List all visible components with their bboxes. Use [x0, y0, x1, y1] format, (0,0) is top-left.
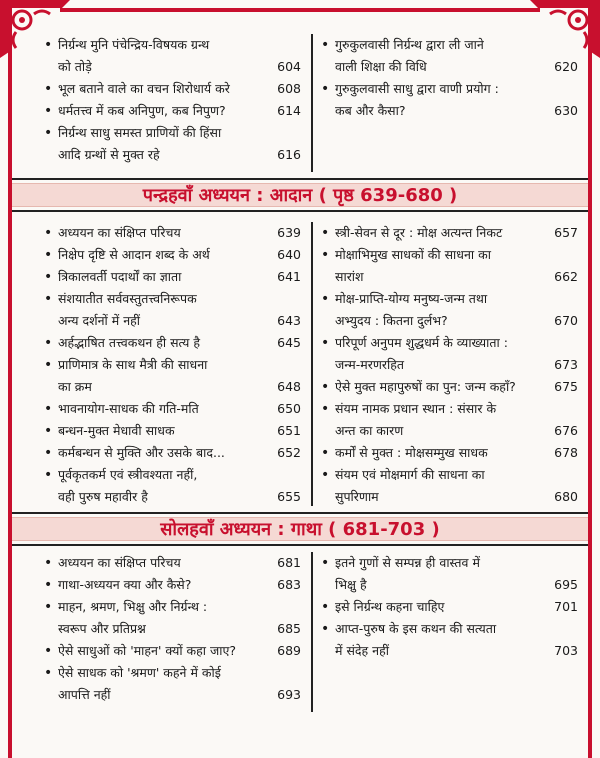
toc-entry-title	[58, 332, 267, 354]
toc-entry-title	[335, 596, 544, 618]
toc-entry-title	[335, 464, 544, 508]
toc-entry-title	[58, 78, 267, 100]
toc-entry-line: निर्ग्रन्थ साधु समस्त प्राणियों की हिंसा	[58, 125, 222, 140]
bullet-icon: •	[321, 247, 330, 263]
frame-right	[588, 40, 592, 758]
toc-entry-line: संशयातीत सर्ववस्तुतत्त्वनिरूपक	[58, 291, 197, 306]
toc-entry-title	[58, 222, 267, 244]
toc-entry	[44, 640, 301, 662]
toc-entry-line: पूर्वकृतकर्म एवं स्त्रीवश्यता नहीं,	[58, 467, 198, 482]
toc-entry	[44, 420, 301, 442]
toc-entry-page: 693	[277, 687, 301, 702]
toc-entry-page: 643	[277, 313, 301, 328]
toc-entry-page: 651	[277, 423, 301, 438]
toc-entry-page: 681	[277, 555, 301, 570]
bullet-icon: •	[44, 423, 53, 439]
bullet-icon: •	[44, 401, 53, 417]
bullet-icon: •	[321, 379, 330, 395]
toc-entry	[44, 266, 301, 288]
chapter-15-banner	[12, 178, 588, 212]
toc-entry-line: धर्मतत्त्व में कब अनिपुण, कब निपुण?	[58, 103, 226, 118]
toc-top-section	[12, 34, 588, 172]
toc-entry-line: प्राणिमात्र के साथ मैत्री की साधना	[58, 357, 208, 372]
toc-entry-page: 641	[277, 269, 301, 284]
toc-column-right	[311, 222, 588, 506]
bullet-icon: •	[44, 555, 53, 571]
toc-entry-line: गुरुकुलवासी निर्ग्रन्थ द्वारा ली जाने	[335, 37, 484, 52]
toc-entry-title	[335, 222, 544, 244]
toc-entry-line: परिपूर्ण अनुपम शुद्धधर्म के व्याख्याता :	[335, 335, 508, 350]
toc-entry	[44, 100, 301, 122]
toc-entry-title	[58, 100, 267, 122]
toc-entry-line: अन्त का कारण	[335, 423, 404, 438]
toc-entry-page: 678	[554, 445, 578, 460]
toc-entry-line: इसे निर्ग्रन्थ कहना चाहिए	[335, 599, 445, 614]
toc-entry	[44, 222, 301, 244]
toc-entry	[44, 122, 301, 166]
toc-entry-title	[335, 332, 544, 376]
bullet-icon: •	[44, 225, 53, 241]
toc-entry-title	[58, 640, 267, 662]
bullet-icon: •	[44, 445, 53, 461]
toc-entry-page: 673	[554, 357, 578, 372]
bullet-icon: •	[44, 291, 53, 307]
toc-entry-title	[58, 398, 267, 420]
bullet-icon: •	[44, 577, 53, 593]
toc-entry	[44, 662, 301, 706]
toc-entry	[321, 376, 578, 398]
bullet-icon: •	[44, 665, 53, 681]
toc-entry-line: आदि ग्रन्थों से मुक्त रहे	[58, 147, 160, 162]
bullet-icon: •	[321, 401, 330, 417]
toc-entry-line: आप्त-पुरुष के इस कथन की सत्यता	[335, 621, 497, 636]
toc-entry-line: का क्रम	[58, 379, 92, 394]
toc-entry-line: ऐसे साधुओं को 'माहन' क्यों कहा जाए?	[58, 643, 237, 658]
toc-entry-title	[58, 596, 267, 640]
toc-entry-page: 614	[277, 103, 301, 118]
toc-entry-page: 703	[554, 643, 578, 658]
toc-entry-page: 675	[554, 379, 578, 394]
toc-entry	[321, 442, 578, 464]
toc-entry-page: 662	[554, 269, 578, 284]
bullet-icon: •	[44, 643, 53, 659]
toc-chapter-16-section	[12, 552, 588, 712]
toc-entry	[321, 596, 578, 618]
toc-entry	[44, 288, 301, 332]
bullet-icon: •	[44, 81, 53, 97]
toc-entry-page: 676	[554, 423, 578, 438]
bullet-icon: •	[44, 599, 53, 615]
toc-entry-page: 648	[277, 379, 301, 394]
toc-entry-title	[335, 376, 544, 398]
bullet-icon: •	[44, 247, 53, 263]
toc-entry-page: 645	[277, 335, 301, 350]
toc-entry-page: 650	[277, 401, 301, 416]
toc-entry-title	[58, 34, 267, 78]
toc-entry-line: कर्मों से मुक्त : मोक्षसम्मुख साधक	[335, 445, 488, 460]
toc-entry-line: गाथा-अध्ययन क्या और कैसे?	[58, 577, 192, 592]
bullet-icon: •	[44, 467, 53, 483]
toc-entry-title	[58, 288, 267, 332]
toc-entry	[44, 574, 301, 596]
bullet-icon: •	[321, 37, 330, 53]
toc-column-right	[311, 34, 588, 172]
toc-chapter-15-section	[12, 222, 588, 506]
toc-entry-line: को तोड़े	[58, 59, 92, 74]
toc-column-left	[12, 552, 311, 712]
toc-entry-page: 616	[277, 147, 301, 162]
toc-entry-line: ऐसे मुक्त महापुरुषों का पुन: जन्म कहाँ?	[335, 379, 516, 394]
toc-entry-title	[335, 398, 544, 442]
toc-entry-page: 683	[277, 577, 301, 592]
toc-entry-line: गुरुकुलवासी साधु द्वारा वाणी प्रयोग :	[335, 81, 499, 96]
toc-entry-title	[335, 552, 544, 596]
toc-entry-page: 620	[554, 59, 578, 74]
toc-entry-line: भिक्षु है	[335, 577, 367, 592]
bullet-icon: •	[44, 103, 53, 119]
toc-entry-title	[58, 122, 267, 166]
bullet-icon: •	[321, 599, 330, 615]
toc-entry	[321, 464, 578, 508]
toc-entry-page: 639	[277, 225, 301, 240]
frame-top	[60, 8, 540, 12]
toc-entry-line: वही पुरुष महावीर है	[58, 489, 148, 504]
toc-entry-title	[58, 244, 267, 266]
toc-entry-line: सारांश	[335, 269, 364, 284]
toc-entry-title	[58, 464, 267, 508]
toc-entry	[321, 244, 578, 288]
toc-entry-page: 689	[277, 643, 301, 658]
toc-entry-line: अध्ययन का संक्षिप्त परिचय	[58, 555, 181, 570]
toc-entry	[321, 34, 578, 78]
toc-entry	[321, 398, 578, 442]
toc-entry-title	[58, 420, 267, 442]
toc-entry-line: में संदेह नहीं	[335, 643, 389, 658]
toc-entry-page: 640	[277, 247, 301, 262]
toc-entry	[321, 552, 578, 596]
toc-entry-title	[58, 552, 267, 574]
toc-entry-line: संयम एवं मोक्षमार्ग की साधना का	[335, 467, 485, 482]
bullet-icon: •	[44, 269, 53, 285]
toc-entry-line: मोक्ष-प्राप्ति-योग्य मनुष्य-जन्म तथा	[335, 291, 488, 306]
toc-entry-page: 608	[277, 81, 301, 96]
toc-entry-title	[58, 574, 267, 596]
toc-column-right	[311, 552, 588, 712]
toc-entry-title	[58, 662, 267, 706]
toc-entry	[44, 354, 301, 398]
toc-entry-page: 630	[554, 103, 578, 118]
chapter-15-title: पन्द्रहवाँ अध्ययन : आदान ( पृष्ठ 639-680 )	[142, 185, 458, 206]
toc-entry	[321, 332, 578, 376]
toc-entry-title	[335, 618, 544, 662]
toc-entry-title	[58, 442, 267, 464]
toc-entry-line: कब और कैसा?	[335, 103, 406, 118]
toc-entry-page: 701	[554, 599, 578, 614]
toc-entry	[44, 332, 301, 354]
toc-entry	[321, 222, 578, 244]
toc-entry-line: सुपरिणाम	[335, 489, 379, 504]
toc-entry-page: 670	[554, 313, 578, 328]
toc-entry-line: भावनायोग-साधक की गति-मति	[58, 401, 199, 416]
toc-entry-line: अध्ययन का संक्षिप्त परिचय	[58, 225, 181, 240]
toc-column-left	[12, 222, 311, 506]
toc-entry-line: ऐसे साधक को 'श्रमण' कहने में कोई	[58, 665, 221, 680]
toc-entry	[44, 244, 301, 266]
toc-entry-title	[335, 34, 544, 78]
chapter-16-title: सोलहवाँ अध्ययन : गाथा ( 681-703 )	[160, 519, 440, 540]
toc-entry	[44, 78, 301, 100]
bullet-icon: •	[44, 357, 53, 373]
toc-entry-line: भूल बताने वाले का वचन शिरोधार्य करे	[58, 81, 230, 96]
bullet-icon: •	[44, 125, 53, 141]
toc-entry-line: वाली शिक्षा की विधि	[335, 59, 427, 74]
toc-entry-line: निक्षेप दृष्टि से आदान शब्द के अर्थ	[58, 247, 210, 262]
toc-entry	[44, 552, 301, 574]
toc-entry-line: संयम नामक प्रधान स्थान : संसार के	[335, 401, 497, 416]
toc-entry-line: आपत्ति नहीं	[58, 687, 111, 702]
toc-entry-line: बन्धन-मुक्त मेधावी साधक	[58, 423, 175, 438]
toc-entry-title	[58, 266, 267, 288]
toc-entry	[44, 398, 301, 420]
toc-entry-page: 680	[554, 489, 578, 504]
toc-entry-page: 695	[554, 577, 578, 592]
toc-entry-line: अन्य दर्शनों में नहीं	[58, 313, 141, 328]
toc-entry	[44, 34, 301, 78]
toc-entry	[44, 442, 301, 464]
chapter-16-banner	[12, 512, 588, 546]
toc-entry-title	[335, 244, 544, 288]
bullet-icon: •	[321, 291, 330, 307]
toc-entry-line: माहन, श्रमण, भिक्षु और निर्ग्रन्थ :	[58, 599, 208, 614]
toc-entry-line: स्वरूप और प्रतिप्रश्न	[58, 621, 146, 636]
toc-entry-page: 657	[554, 225, 578, 240]
toc-entry	[321, 288, 578, 332]
toc-entry	[44, 596, 301, 640]
toc-entry-page: 655	[277, 489, 301, 504]
toc-entry-title	[335, 442, 544, 464]
toc-entry	[44, 464, 301, 508]
bullet-icon: •	[321, 621, 330, 637]
bullet-icon: •	[321, 555, 330, 571]
bullet-icon: •	[44, 37, 53, 53]
toc-entry	[321, 618, 578, 662]
toc-entry-line: अर्हद्भाषित तत्त्वकथन ही सत्य है	[58, 335, 201, 350]
toc-entry-line: निर्ग्रन्थ मुनि पंचेन्द्रिय-विषयक ग्रन्थ	[58, 37, 210, 52]
toc-entry-line: जन्म-मरणरहित	[335, 357, 404, 372]
toc-entry-line: मोक्षाभिमुख साधकों की साधना का	[335, 247, 491, 262]
toc-entry-title	[335, 78, 544, 122]
toc-entry-line: अभ्युदय : कितना दुर्लभ?	[335, 313, 448, 328]
bullet-icon: •	[321, 81, 330, 97]
toc-column-left	[12, 34, 311, 172]
bullet-icon: •	[321, 445, 330, 461]
toc-entry-title	[335, 288, 544, 332]
toc-entry-line: इतने गुणों से सम्पन्न ही वास्तव में	[335, 555, 480, 570]
toc-entry-line: त्रिकालवर्ती पदार्थों का ज्ञाता	[58, 269, 182, 284]
bullet-icon: •	[44, 335, 53, 351]
toc-entry-page: 604	[277, 59, 301, 74]
bullet-icon: •	[321, 335, 330, 351]
toc-entry-page: 685	[277, 621, 301, 636]
toc-entry-page: 652	[277, 445, 301, 460]
toc-entry	[321, 78, 578, 122]
bullet-icon: •	[321, 225, 330, 241]
toc-entry-line: स्त्री-सेवन से दूर : मोक्ष अत्यन्त निकट	[335, 225, 503, 240]
toc-entry-title	[58, 354, 267, 398]
toc-entry-line: कर्मबन्धन से मुक्ति और उसके बाद...	[58, 445, 225, 460]
bullet-icon: •	[321, 467, 330, 483]
